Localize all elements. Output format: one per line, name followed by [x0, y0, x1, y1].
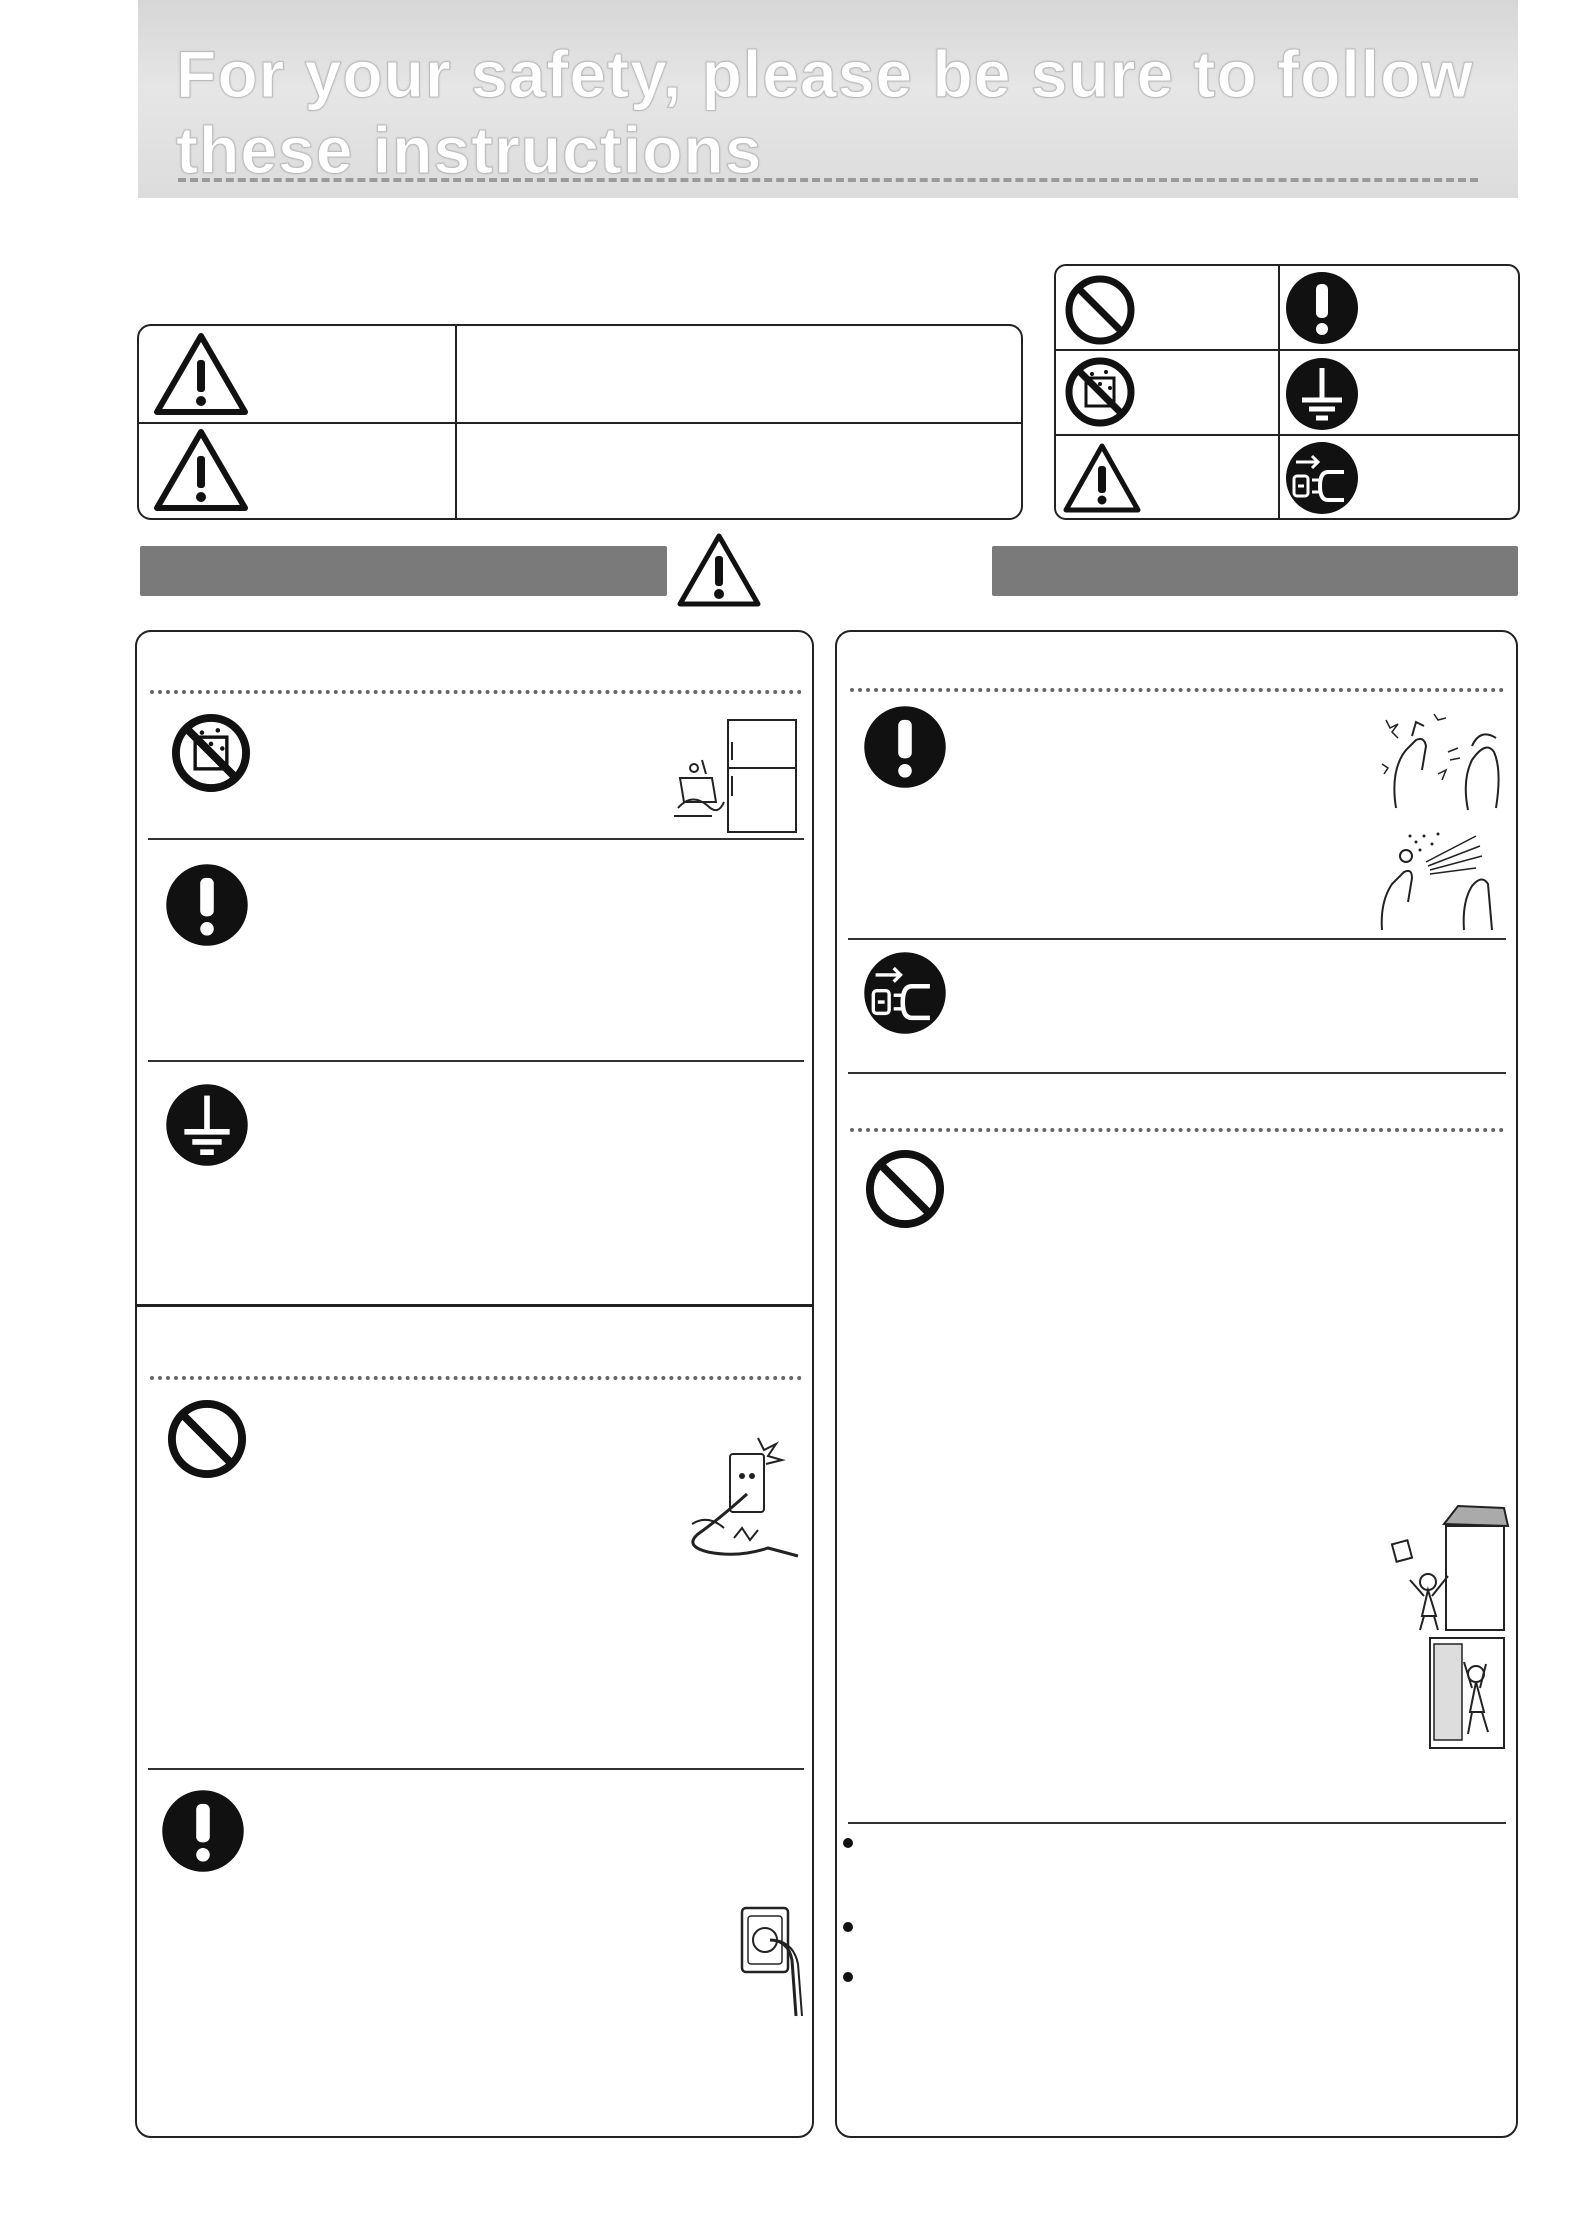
prohibited-icon	[1062, 272, 1138, 348]
child-refrigerator-top-illustration	[1388, 1496, 1512, 1632]
no-water-icon	[168, 710, 254, 796]
prohibited-icon	[164, 1396, 250, 1482]
divider	[148, 838, 804, 840]
mandatory-icon	[862, 704, 948, 790]
header-banner	[138, 0, 1518, 198]
warning-section-bar	[140, 546, 667, 596]
warning-triangle-icon	[153, 332, 253, 422]
divider	[848, 938, 1506, 940]
section-caution-triangle-icon	[676, 532, 762, 608]
ground-icon	[1284, 356, 1360, 432]
page-title: For your safety, please be sure to follow these instructions	[176, 37, 1474, 187]
caution-triangle-icon	[1062, 442, 1142, 514]
mandatory-icon	[164, 862, 250, 948]
wipe-plug-illustration	[1376, 700, 1506, 812]
divider	[148, 1768, 804, 1770]
left-panel	[135, 630, 814, 2138]
mandatory-icon	[160, 1788, 246, 1874]
symbol-key	[1054, 264, 1520, 520]
mandatory-icon	[1284, 270, 1360, 346]
unplug-icon	[862, 950, 948, 1036]
damaged-cord-illustration	[678, 1424, 808, 1574]
dotted-divider	[150, 690, 802, 694]
no-water-icon	[1062, 354, 1138, 430]
caution-triangle-icon	[153, 428, 253, 518]
prohibited-icon	[862, 1146, 948, 1232]
bullet-point	[843, 1922, 853, 1932]
dust-plug-illustration	[1376, 822, 1506, 934]
caution-section-bar	[992, 546, 1518, 596]
subsection-divider	[848, 1072, 1506, 1074]
dotted-divider	[850, 688, 1504, 692]
subsection-divider	[136, 1304, 812, 1307]
dotted-divider	[150, 1376, 802, 1380]
dotted-divider	[850, 1128, 1504, 1132]
severity-legend	[137, 324, 1023, 520]
bullet-point	[843, 1972, 853, 1982]
plug-outlet-illustration	[736, 1900, 812, 2020]
refrigerator-water-illustration	[672, 712, 804, 836]
child-hanging-door-illustration	[1424, 1634, 1510, 1752]
unplug-icon	[1284, 440, 1360, 516]
banner-dashed-rule	[178, 178, 1478, 182]
divider	[148, 1060, 804, 1062]
ground-icon	[164, 1082, 250, 1168]
bullet-point	[843, 1838, 853, 1848]
divider	[848, 1822, 1506, 1824]
